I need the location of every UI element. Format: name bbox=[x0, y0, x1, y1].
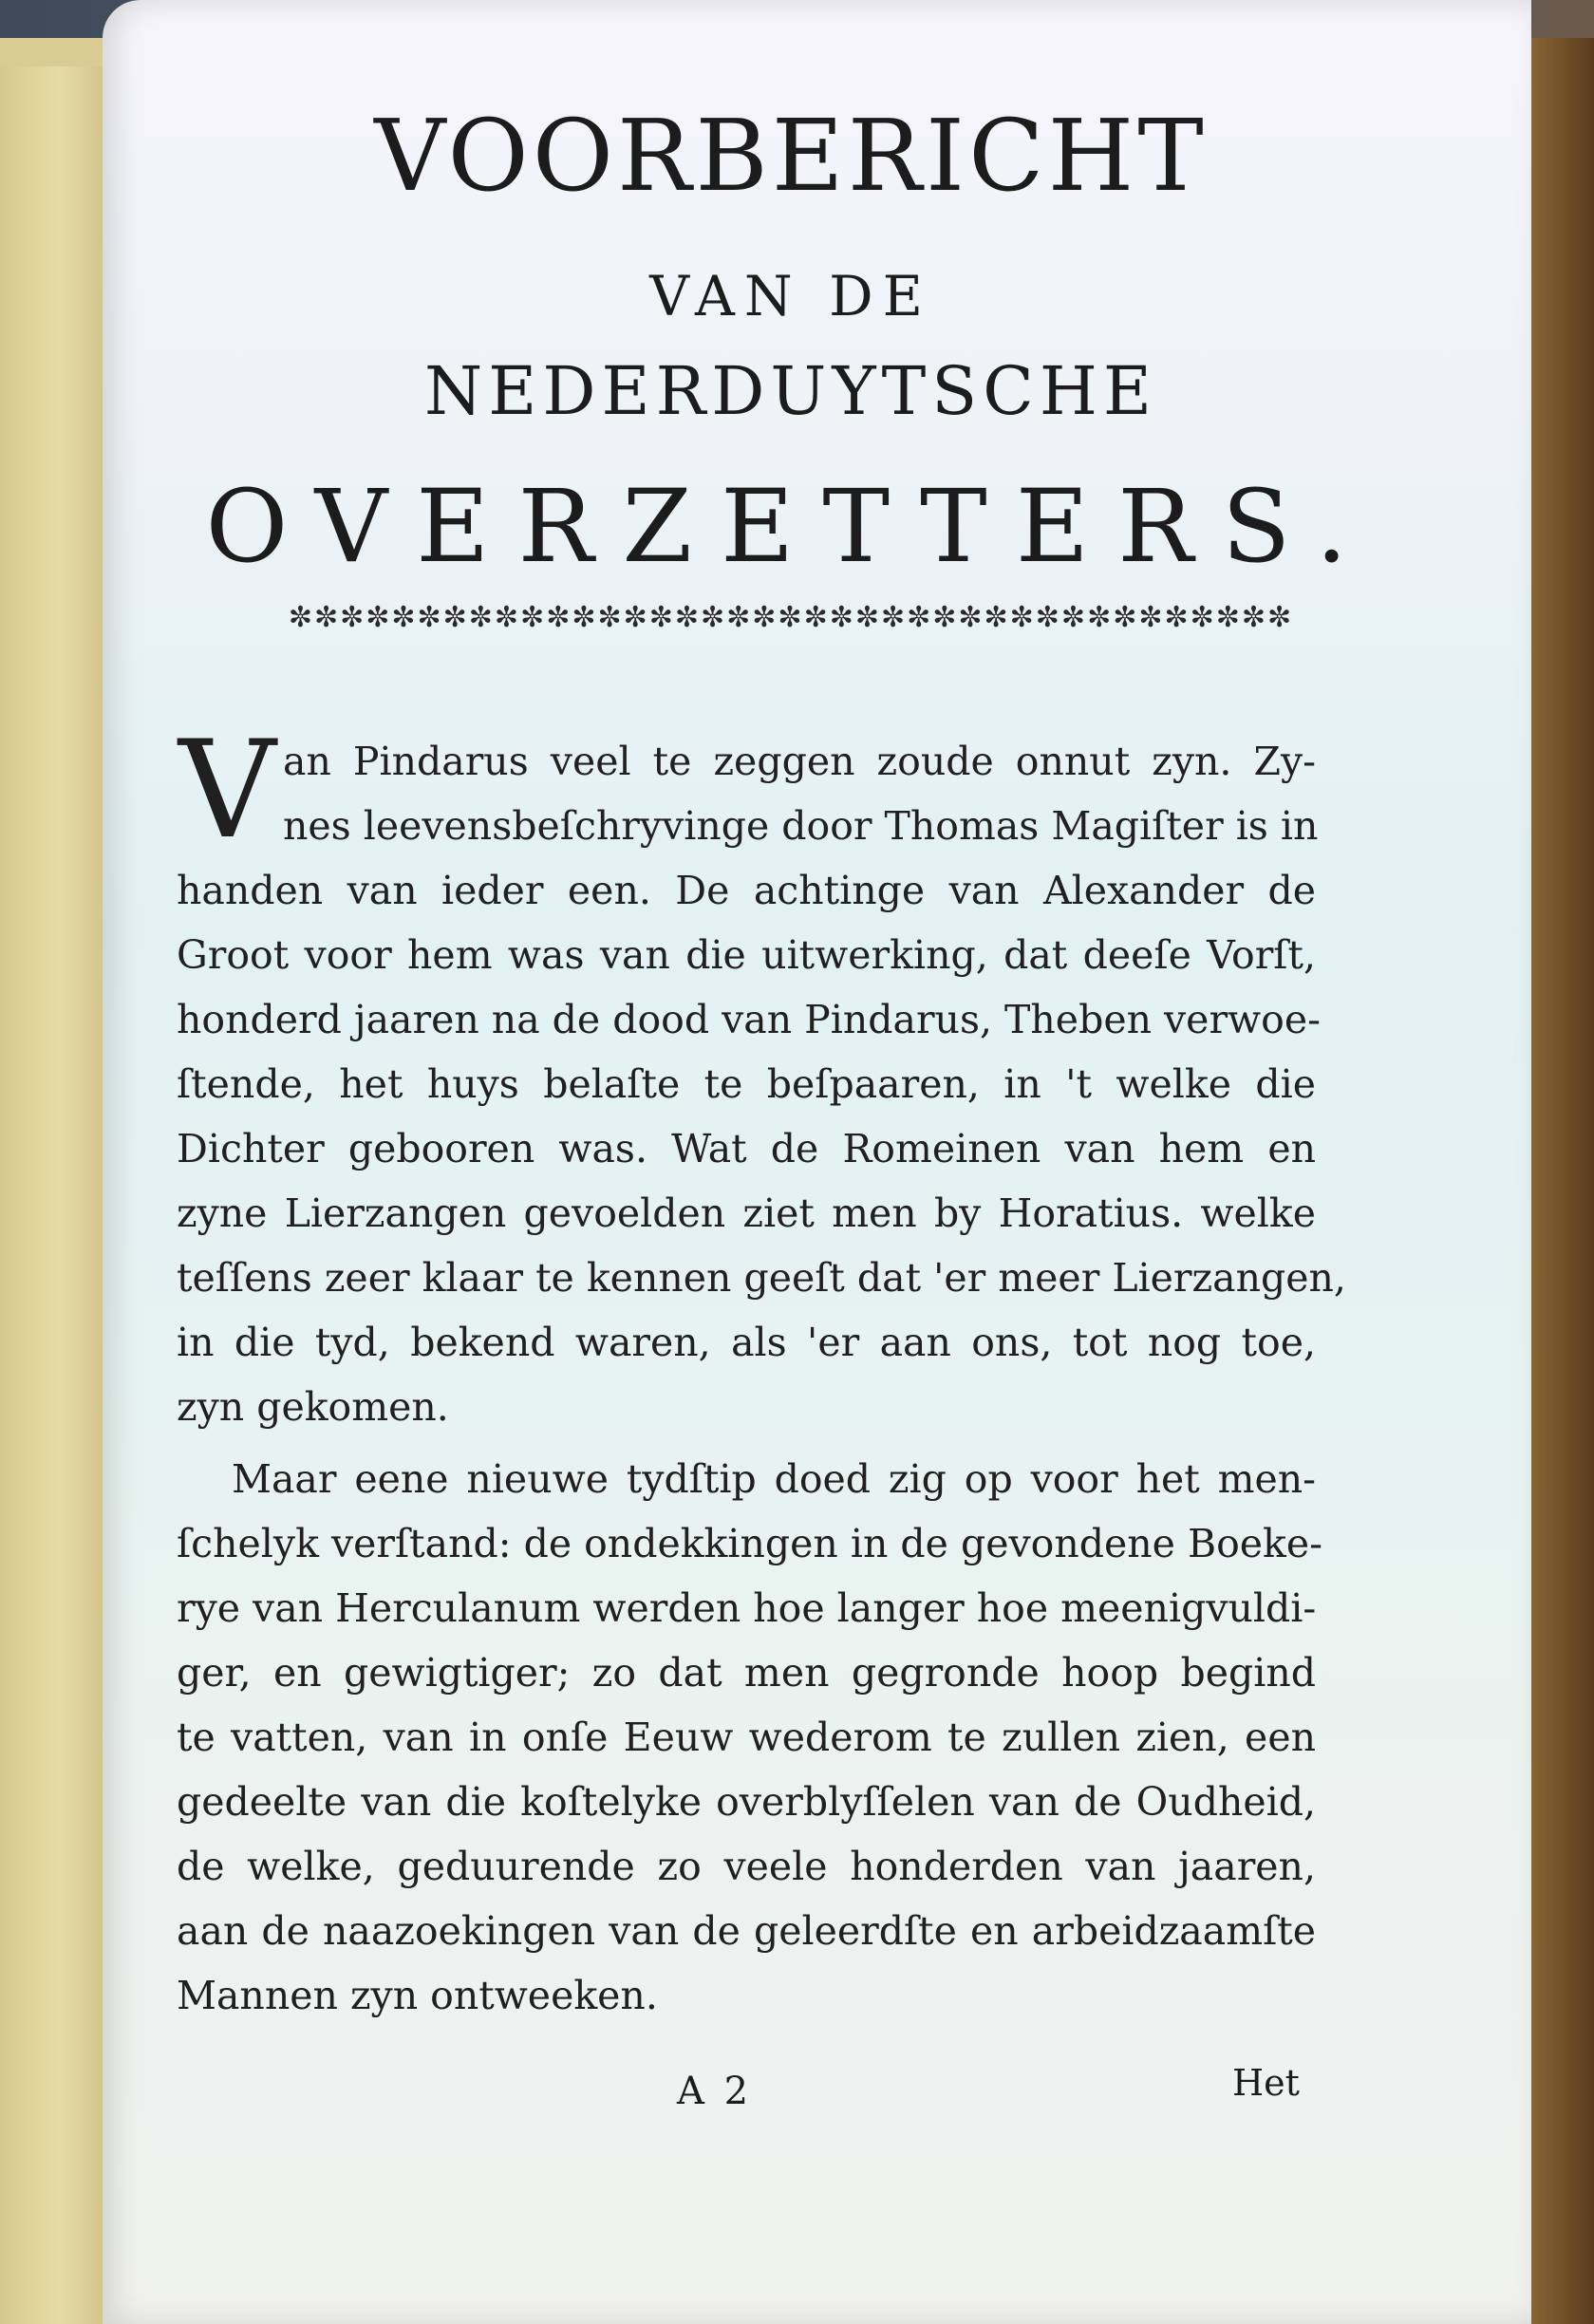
text-line: rye van Herculanum werden hoe langer hoe meenigvuldi- bbox=[177, 1585, 1317, 1631]
text-line: ſtende, het huys belaſte te beſpaaren, in 't welke die bbox=[177, 1061, 1316, 1107]
paragraph-1 bbox=[177, 712, 1346, 1439]
text-line: ſchelyk verſtand: de ondekkingen in de gevondene Boeke- bbox=[177, 1521, 1322, 1566]
heading-van-de: VAN DE bbox=[649, 264, 932, 328]
heading-nederduytsche: NEDERDUYTSCHE bbox=[424, 352, 1157, 430]
text-line: ger, en gewigtiger; zo dat men gegronde hoop begind bbox=[177, 1650, 1316, 1696]
text-line: Dichter gebooren was. Wat de Romeinen van hem en bbox=[177, 1126, 1316, 1171]
drop-cap: V bbox=[178, 712, 276, 869]
page-content bbox=[159, 0, 1422, 2324]
text-line: in die tyd, bekend waren, als 'er aan ons, tot nog toe, bbox=[177, 1320, 1316, 1365]
text-line: Maar eene nieuwe tydſtip doed zig op voor het men- bbox=[232, 1456, 1316, 1502]
body-text bbox=[177, 712, 1346, 2028]
paragraph-2 bbox=[177, 1447, 1322, 2028]
text-line: an Pindarus veel te zeggen zoude onnut zyn. Zy- bbox=[283, 739, 1316, 784]
text-line: teſſens zeer klaar te kennen geeſt dat 'er meer Lierzangen, bbox=[177, 1255, 1346, 1301]
book-page bbox=[103, 0, 1531, 2324]
text-line: handen van ieder een. De achtinge van Alexander de bbox=[177, 868, 1316, 913]
ornamental-rule: ✼✼✼✼✼✼✼✼✼✼✼✼✼✼✼✼✼✼✼✼✼✼✼✼✼✼✼✼✼✼✼✼✼✼✼✼✼✼✼ bbox=[288, 604, 1294, 632]
text-line: zyn gekomen. bbox=[177, 1384, 449, 1430]
text-line: aan de naazoekingen van de geleerdſte en arbeidzaamſte bbox=[177, 1908, 1316, 1954]
signature-mark: A 2 bbox=[677, 2070, 753, 2113]
text-line: zyne Lierzangen gevoelden ziet men by Horatius. welke bbox=[177, 1190, 1316, 1236]
text-line: Groot voor hem was van die uitwerking, dat deeſe Vorſt, bbox=[177, 932, 1316, 978]
heading-overzetters: OVERZETTERS. bbox=[205, 468, 1377, 585]
paragraph-gap bbox=[177, 1439, 1316, 1447]
catchword: Het bbox=[1232, 2062, 1300, 2104]
text-line: te vatten, van in onſe Eeuw wederom te zullen zien, een bbox=[177, 1715, 1316, 1760]
text-line: gedeelte van die koſtelyke overblyſſelen van de Oudheid, bbox=[177, 1779, 1316, 1825]
text-line: Mannen zyn ontweeken. bbox=[177, 1973, 658, 2018]
text-line: nes leevensbeſchryvinge door Thomas Magiſter is in bbox=[283, 803, 1319, 849]
text-line: honderd jaaren na de dood van Pindarus, Theben verwoe- bbox=[177, 997, 1321, 1042]
heading-voorbericht: VOORBERICHT bbox=[374, 98, 1208, 214]
adjacent-left-page bbox=[0, 66, 112, 2324]
text-line: de welke, geduurende zo veele honderden van jaaren, bbox=[177, 1844, 1316, 1889]
